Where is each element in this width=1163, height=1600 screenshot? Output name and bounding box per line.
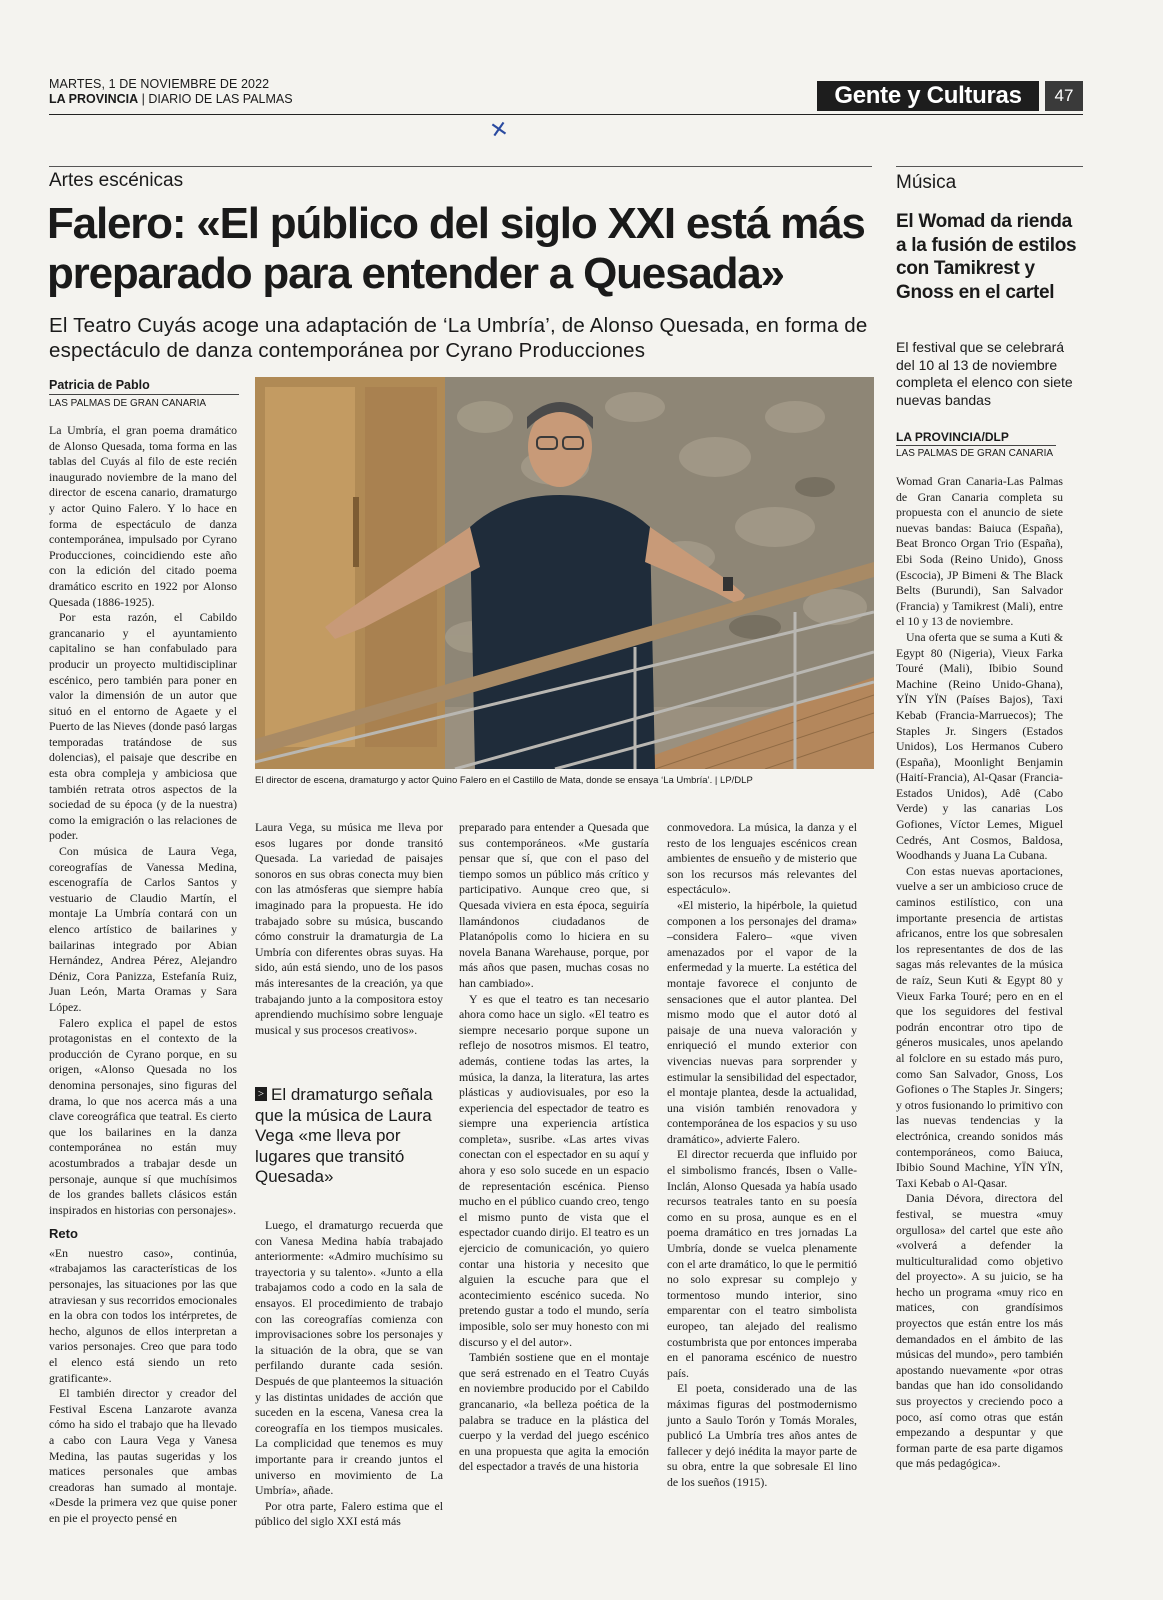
pen-mark: ✕ (487, 116, 511, 145)
paragraph: El poeta, considerado una de las máximas figuras del postmodernismo junto a Saulo Torón y Tomás Morales, publicó La Umbría tres años antes de fallecer y dejó inédita la mayor parte de su obra, entre la que sobresale El lino de los sueños (1915). (667, 1381, 857, 1489)
publication-name: LA PROVINCIA | DIARIO DE LAS PALMAS (49, 92, 293, 106)
sidebar-divider (896, 166, 1083, 167)
sidebar-body (896, 474, 1063, 1472)
article-column-3 (459, 820, 649, 1475)
pull-quote-marker: > (255, 1087, 267, 1101)
header-divider (49, 114, 1083, 115)
paragraph: Laura Vega, su música me lleva por esos lugares por donde transitó Quesada. La variedad de paisajes sonoros en sus obras conecta muy bien con las atmósferas que siempre había imaginado para la propuesta. He ido trabajado sobre su música, buscando cómo construir la dramaturgia de La Umbría con diferentes obras suyas. Ha sido, aún está siendo, uno de los pasos más interesantes de la creación, ya que trabajando junto a la compositora estoy aprendiendo muchísimo sobre lenguaje musical y sus procesos creativos». (255, 820, 443, 1037)
paragraph: El director recuerda que influido por el simbolismo francés, Ibsen o Valle-Inclán, Alonso Quesada ya había usado recursos teatrales tanto en su poesía como en su prosa, aunque es en el poema dramático en tres jornadas La Umbría, donde se vuelca plenamente con el arte dramático, lo que le permitió no solo expresar su complejo y tormentoso mundo interior, sino emparentar con el teatro simbolista europeo, tan alejado del realismo costumbrista que por entonces imperaba en el panorama escénico de nuestro país. (667, 1147, 858, 1380)
article-kicker: Artes escénicas (49, 170, 184, 191)
paragraph: conmovedora. La música, la danza y el resto de los lenguajes escénicos crean ambientes de ensueño y de misterio que son los recursos más relevantes del espectáculo». (667, 820, 857, 897)
paragraph: Por esta razón, el Cabildo grancanario y el ayuntamiento capitalino se han confabulado para producir un proyecto multidisciplinar escénico, pero también para poner en valor la dimensión de un autor que situó en el entorno de Agaete y el Puerto de las Nieves (donde pasó largas temporadas tratándose de sus dolencias), el paisaje que describe en esta obra compleja y ambiciosa que también retrata otros aspectos de la sociedad de su época (y de la nuestra) como la emigración o las relaciones de poder. (49, 610, 237, 843)
pull-quote: El dramaturgo señala que la música de Laura Vega «me lleva por lugares que transitó Quesada» (255, 1085, 433, 1186)
article-photo (255, 377, 874, 769)
article-column-2b (255, 1218, 443, 1530)
paragraph: Luego, el dramaturgo recuerda que con Vanesa Medina había trabajado anteriormente: «Admiro muchísimo su trayectoria y su talento». «Junto a ella trabajamos codo a codo en la sala de ensayos. El procedimiento de trabajo con las coreografías comienza con improvisaciones sobre los personajes y la situación de la obra, que se van perfilando durante cada sesión. Después de que planteemos la situación y las distintas unidades de acción que suceden en la escena, Vanesa crea la coreografía en los tiempos musicales. La complicidad que tenemos es muy importante para ir creando juntos el universo en movimiento de La Umbría», añade. (255, 1218, 443, 1498)
article-column-1 (49, 423, 237, 1527)
paragraph: «El misterio, la hipérbole, la quietud componen a los personajes del drama» –considera Falero– «que viven amenazados por el vapor de la enfermedad y la muerte. La estética del montaje favorece el conjunto de sensaciones que el autor plantea. Del mismo modo que el autor dotó al paisaje de una nueva valoración y enriqueció el mundo exterior con vivencias nuevas para sorprender y estimular la sensibilidad del espectador, el montaje plantea, desde la actualidad, una visión también renovadora y contemporánea de los espacios y su uso dramático», advierte Falero. (667, 897, 857, 1146)
photo-caption: El director de escena, dramaturgo y actor Quino Falero en el Castillo de Mata, donde se ensaya ‘La Umbría’. | LP/DLP (255, 775, 753, 786)
paragraph: preparado para entender a Quesada que sus contemporáneos. «Me gustaría pensar que sí, que con el paso del tiempo somos un público más crítico y participativo. Aunque creo que, si Quesada viviera en esta época, seguiría llamándonos ciudadanos de Platanópolis como lo hiciera en su novela Banana Warehause, porque, por más años que pasen, muchas cosas no han cambiado». (459, 820, 649, 990)
paragraph: Con música de Laura Vega, coreografías de Vanessa Medina, escenografía de Carlos Santos y vestuario de Claudio Martín, el montaje La Umbría contará con un elenco artístico de bailarines y bailarinas integrado por Abian Hernández, Andrea Pérez, Alejandro Déniz, Cora Panizza, Estefanía Ruiz, Juan León, Marta Oramas y Sara López. (49, 844, 237, 1014)
page-number: 47 (1045, 81, 1083, 111)
sidebar-author: LA PROVINCIA/DLP (896, 430, 1009, 444)
paragraph: Una oferta que se suma a Kuti & Egypt 80 (Nigeria), Vieux Farka Touré (Mali), Ibibio Sound Machine (Reino Unido-Ghana), YÏN YÏN (Países Bajos), Taxi Kebab (Francia-Marruecos); The Staples Jr. Singers (Estados Unidos), Los Hermanos Cubero (España), Moonlight Benjamin (Haití-Francia), Al-Qasar (Francia-Estados Unidos), Adê (Cabo Verde) y las canarias Los Gofiones, Víctor Lemes, Miguel Cedrés, Ant Cosmos, Baldosa, Woodhands y Juana La Cubana. (896, 629, 1063, 863)
paragraph: Con estas nuevas aportaciones, vuelve a ser un ambicioso cruce de caminos estilístico, con una importante presencia de artistas africanos, entre los que sobresalen los representantes de dos de las sagas más relevantes de la música de raíz, Seun Kuti & Egypt 80 y Vieux Farka Touré; pero en en el que los seguidores del festival podrán encontrar otro tipo de géneros musicales, unos apelando al folclore en su estado más puro, como San Salvador, Gnoss, Los Gofiones o The Staples Jr. Singers; y otros fusionando lo primitivo con las nuevas tendencias y la electrónica, creando sonidos más contemporáneos, como Baiuca, Ibibio Sound Machine, YÏN YÏN, Taxi Kebab o Al-Qasar. (896, 863, 1063, 1190)
sidebar-headline: El Womad da rienda a la fusión de estilos con Tamikrest y Gnoss en el cartel (896, 211, 1077, 303)
paragraph: Falero explica el papel de estos protagonistas en el contexto de la producción de Cyrano porque, en su origen, «Alonso Quesada no los denomina personajes, sino figuras del drama, lo que nos acerca más a una clave coreográfica que teatral. Es cierto que los bailarines en la danza contemporánea no están muy acostumbrados a trabajar desde un personaje, aunque sí que muchísimos de los grandes ballets clásicos están inspirados en historias con personajes». (49, 1015, 237, 1217)
article-author: Patricia de Pablo (49, 378, 150, 392)
paragraph: «En nuestro caso», continúa, «trabajamos las características de los personajes, las situaciones por las que atraviesan y sus recorridos emocionales en la obra con todos los intérpretes, de hecho, algunos de ellos interpretan a varios personajes. Creo que para todo el elenco está siendo un reto gratificante». (49, 1245, 237, 1385)
paragraph: El también director y creador del Festival Escena Lanzarote avanza cómo ha sido el trabajo que ha llevado a cabo con Laura Vega y Vanesa Medina, las pautas sugeridas y los matices personales que ambas creadoras han sumado al montaje. «Desde la primera vez que quise poner en pie el proyecto pensé en (49, 1386, 237, 1525)
sidebar-location: LAS PALMAS DE GRAN CANARIA (896, 448, 1054, 459)
sidebar-kicker: Música (896, 172, 957, 193)
paragraph: Y es que el teatro es tan necesario ahora como hace un siglo. «El teatro es siempre necesario porque supone un reflejo de nosotros mismos. El teatro, además, contiene todas las artes, la música, la danza, la literatura, las artes plásticas y audiovisuales, por eso la experiencia del espectador de teatro es siempre una experiencia artística completa», susribe. «Las artes vivas conectan con el espectador en su aquí y ahora y eso solo sucede en un espacio de representación escénica. Pienso mucho en el público cuando creo, tengo el mismo punto de vista que el espectador cuando dirijo. El teatro es un ejercicio de comunicación, yo quiero contar una historia y necesito que alguien la escuche para que el acontecimiento escénico suceda. No pretendo gustar a todo el mundo, sería imposible, solo ser muy honesto con mi discurso y el del autor». (459, 991, 649, 1349)
section-title: Gente y Culturas (817, 81, 1039, 111)
paragraph: También sostiene que en el montaje que será estrenado en el Teatro Cuyás en noviembre producido por el Cabildo grancanario, «la belleza poética de la palabra se traduce en la plástica del cuerpo y la verdad del juego escénico en una propuesta que agita la emoción del espectador a través de una historia (459, 1350, 649, 1474)
paragraph: Womad Gran Canaria-Las Palmas de Gran Canaria completa su propuesta con el anuncio de siete nuevas bandas: Baiuca (España), Beat Bronco Organ Trio (España), Ebi Soda (Reino Unido), Gnoss (Escocia), JP Bimeni & The Black Belts (Burundi), San Salvador (Francia) y Tamikrest (Mali), entre el 10 y 13 de noviembre. (896, 474, 1063, 629)
paragraph: Dania Dévora, directora del festival, se muestra «muy orgullosa» del cartel que este año «volverá a defender la multiculturalidad como objetivo del proyecto». A su juicio, se ha hecho un programa «muy rico en matices, con grandísimos proyectos que están entre los más demandados en el ámbito de las músicas del mundo», pero también apostando nuevamente «por otras bandas que han ido consolidando sus proyectos y creciendo poco a poco, así como otras que están empezando a despuntar y que forman parte de esa parte digamos que más pedagógica». (896, 1191, 1063, 1471)
article-column-4 (667, 820, 857, 1491)
paragraph: Por otra parte, Falero estima que el público del siglo XXI está más (255, 1498, 443, 1529)
issue-date: MARTES, 1 DE NOVIEMBRE DE 2022 (49, 77, 270, 91)
sidebar-subhead: El festival que se celebrará del 10 al 13 de noviembre completa el elenco con siete nuevas bandas (896, 339, 1073, 408)
article-location: LAS PALMAS DE GRAN CANARIA (49, 398, 207, 409)
publication-title: LA PROVINCIA (49, 92, 139, 106)
article-subhead: El Teatro Cuyás acoge una adaptación de ‘La Umbría’, de Alonso Quesada, en forma de espectáculo de danza contemporánea por Cyrano Producciones (49, 314, 868, 362)
photo-illustration (255, 377, 874, 769)
byline-divider (49, 394, 239, 395)
article-column-2a (255, 820, 443, 1038)
publication-subtitle: DIARIO DE LAS PALMAS (148, 92, 293, 106)
kicker-divider (49, 166, 872, 167)
article-headline: Falero: «El público del siglo XXI está más preparado para entender a Quesada» (47, 199, 865, 298)
section-subhead: Reto (49, 1226, 78, 1242)
sidebar-byline-divider (896, 445, 1056, 446)
paragraph: La Umbría, el gran poema dramático de Alonso Quesada, toma forma en las tablas del Cuyás al filo de este recién inaugurado noviembre de la mano del director de escena canario, dramaturgo y actor Quino Falero. Y lo hace en forma de espectáculo de danza contemporánea, impulsado por Cyrano Producciones, coincidiendo este año con la edición del citado poema dramático escrito en 1922 por Alonso Quesada (1886-1925). (49, 423, 237, 609)
